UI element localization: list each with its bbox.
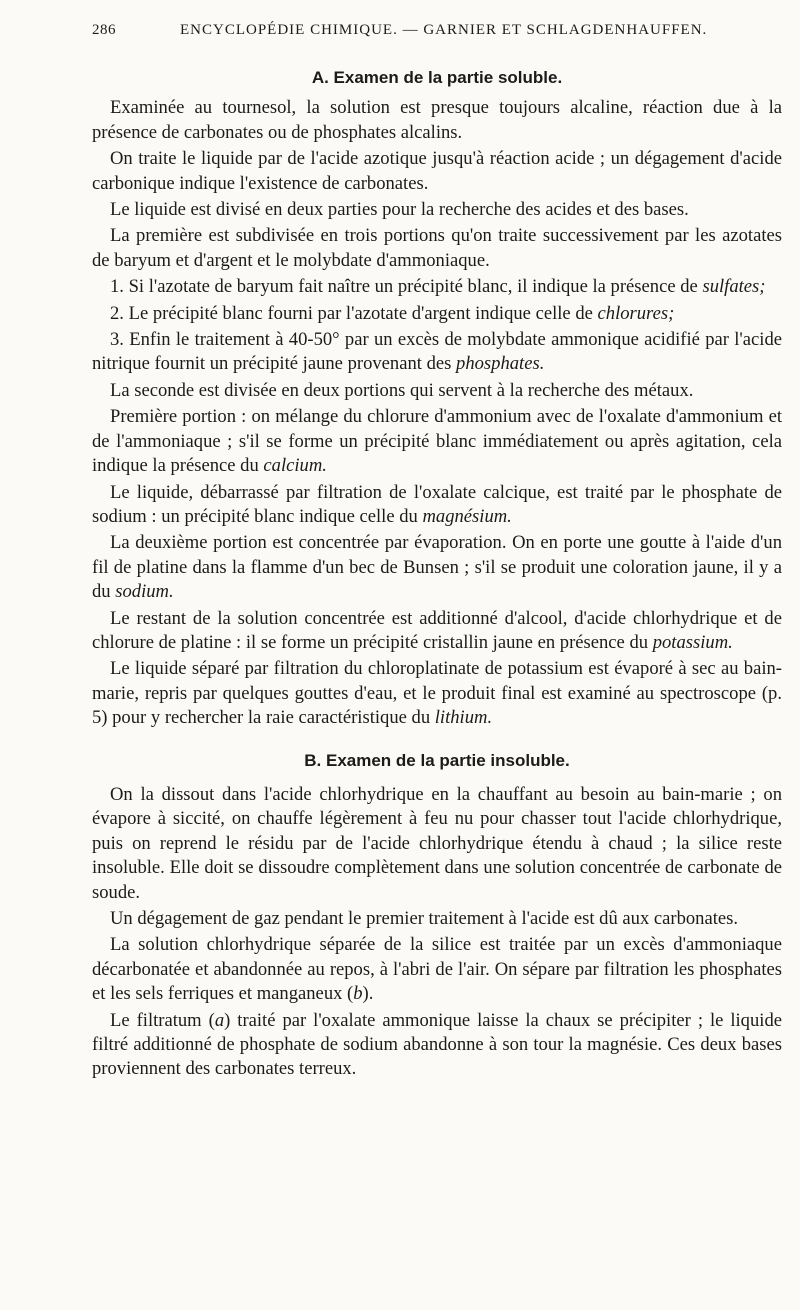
italic-term: b — [353, 983, 363, 1005]
paragraph-text: Le filtratum ( — [110, 1009, 215, 1031]
paragraph: Un dégagement de gaz pendant le premier traitement à l'acide est dû aux carbonates. — [110, 908, 739, 929]
paragraph — [92, 607, 782, 656]
paragraph — [92, 657, 782, 730]
paragraph-text: Le liquide séparé par filtration du chloroplatinate de potassium est évaporé à sec au bain-marie, repris par quelques gouttes d'eau, et le produit final est examiné au spectroscope (p. 5) pour y rechercher la raie caractéristique du — [92, 658, 782, 729]
paragraph: Le liquide est divisé en deux parties pour la recherche des acides et des bases. — [110, 199, 689, 221]
italic-term: phosphates. — [456, 353, 545, 375]
italic-term: magnésium. — [422, 505, 512, 527]
paragraph-text: La solution chlorhydrique séparée de la silice est traitée par un excès d'ammoniaque décarbonatée et abandonnée au repos, à l'abri de l'air. On sépare par filtration les phosphates et les sels ferriques et manganeux ( — [92, 934, 782, 1005]
paragraph — [92, 531, 782, 604]
italic-term: sodium. — [115, 581, 174, 603]
italic-term: calcium. — [263, 455, 327, 477]
italic-term: chlorures; — [597, 302, 675, 324]
paragraph-text: Le liquide, débarrassé par filtration de l'oxalate calcique, est traité par le phosphate de sodium : un précipité blanc indique celle du — [92, 481, 782, 527]
paragraph-text: 2. Le précipité blanc fourni par l'azotate d'argent indique celle de — [110, 302, 598, 324]
paragraph — [92, 302, 782, 326]
paragraph: Examinée au tournesol, la solution est presque toujours alcaline, réaction due à la présence de carbonates ou de phosphates alcalins. — [92, 97, 782, 143]
paragraph: On la dissout dans l'acide chlorhydrique en la chauffant au besoin au bain-marie ; on évapore à siccité, on chauffe légèrement à feu nu pour chasser tout l'acide chlorhydrique, puis on reprend le résidu par de l'acide chlorhydrique étendu à chaud ; la silice reste insoluble. Elle doit se dissoudre complètement dans une solution concentrée de carbonate de soude. — [92, 783, 782, 903]
paragraph: La première est subdivisée en trois portions qu'on traite successivement par les azotates de baryum et d'argent et le molybdate d'ammoniaque. — [92, 225, 782, 271]
paragraph-text: Le restant de la solution concentrée est additionné d'alcool, d'acide chlorhydrique et de chlorure de platine : il se forme un précipité cristallin jaune en présence du — [92, 607, 782, 653]
paragraph-text: ) traité par l'oxalate ammonique laisse la chaux se précipiter ; le liquide filtré additionné de phosphate de sodium abandonne à son tour la magnésie. Ces deux bases proviennent des carbonates terreux. — [92, 1009, 782, 1080]
paragraph-text: Première portion : on mélange du chlorure d'ammonium avec de l'oxalate d'ammonium et de l'ammoniaque ; s'il se forme un précipité blanc immédiatement ou après agitation, cela indique la présence du — [92, 406, 782, 477]
paragraph — [92, 405, 782, 478]
paragraph-text: 3. Enfin le traitement à 40-50° par un excès de molybdate ammonique acidifié par l'acide nitrique fournit un précipité jaune provenant des — [92, 329, 782, 375]
page-body — [92, 62, 782, 1084]
paragraph: La seconde est divisée en deux portions qui servent à la recherche des métaux. — [110, 379, 694, 401]
italic-term: sulfates; — [702, 276, 766, 298]
paragraph — [92, 933, 782, 1006]
italic-term: potassium. — [652, 631, 733, 653]
paragraph: On traite le liquide par de l'acide azotique jusqu'à réaction acide ; un dégagement d'acide carbonique indique l'existence de carbonates. — [92, 148, 782, 194]
paragraph — [92, 275, 782, 299]
paragraph-text: La deuxième portion est concentrée par évaporation. On en porte une goutte à l'aide d'un fil de platine dans la flamme d'un bec de Bunsen ; s'il se produit une coloration jaune, il y a du — [92, 532, 782, 603]
italic-term: a — [214, 1009, 225, 1031]
paragraph — [92, 481, 782, 530]
paragraph — [92, 328, 782, 377]
section-b-heading: B. Examen de la partie insoluble. — [304, 750, 570, 770]
paragraph-text: ). — [362, 983, 374, 1005]
paragraph-text: 1. Si l'azotate de baryum fait naître un précipité blanc, il indique la présence de — [110, 276, 703, 298]
page-number: 286 — [92, 22, 116, 38]
paragraph — [92, 1009, 782, 1082]
running-title: ENCYCLOPÉDIE CHIMIQUE. — GARNIER ET SCHLAGDENHAUFFEN. — [180, 22, 708, 38]
section-a-heading: A. Examen de la partie soluble. — [311, 68, 563, 87]
italic-term: lithium. — [434, 707, 493, 729]
